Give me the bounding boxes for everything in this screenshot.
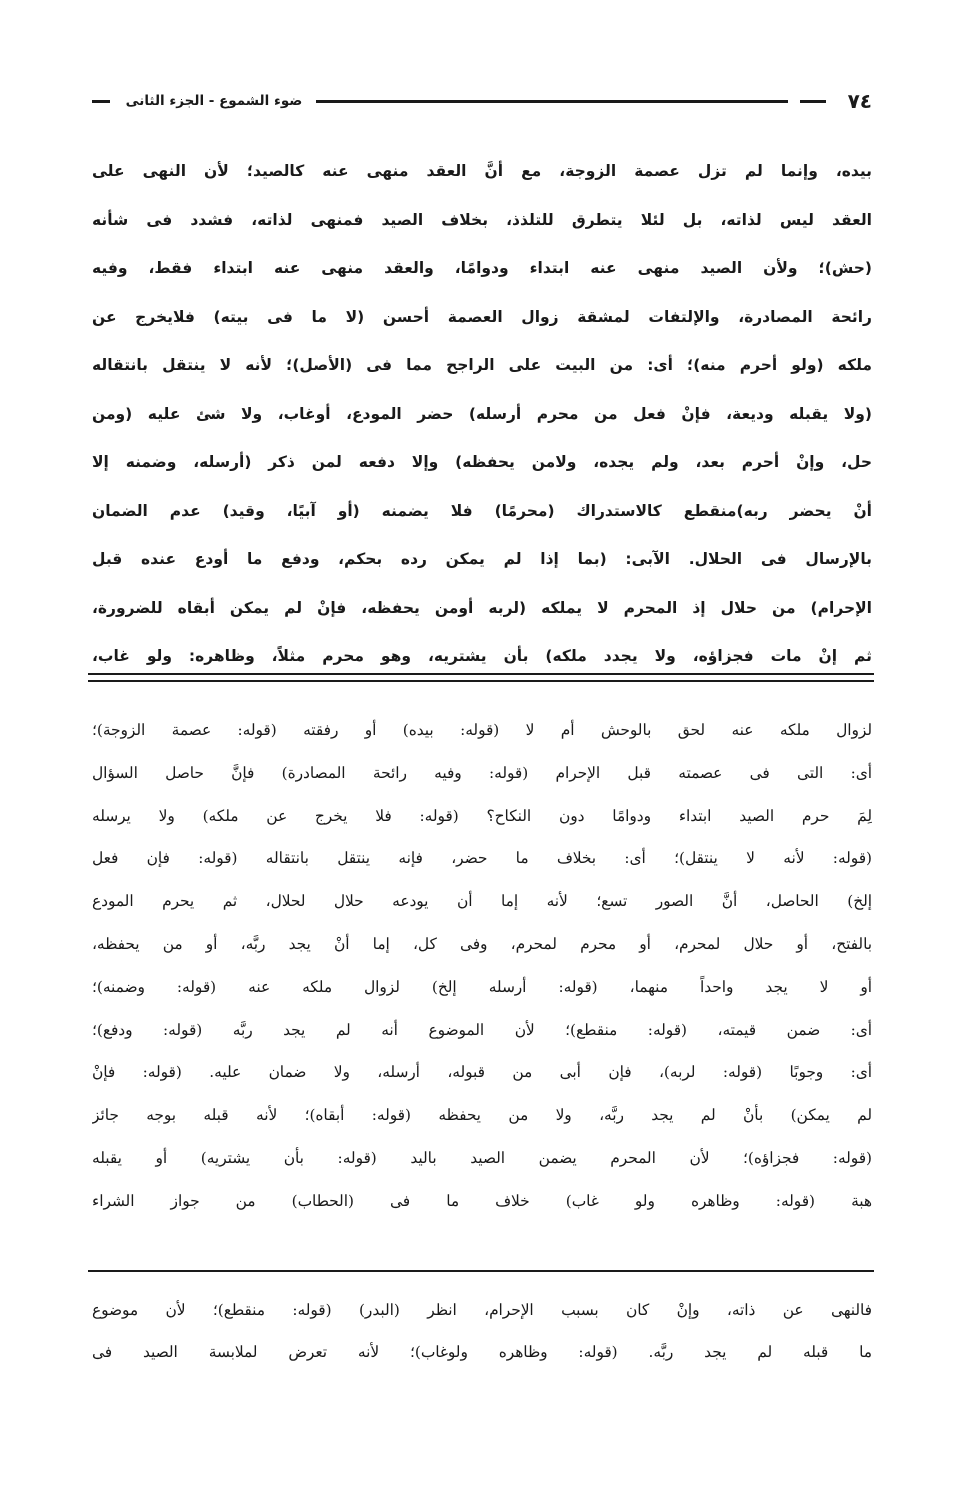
footnote-line: إلخ) الحاصل، أنَّ الصور تسع؛ لأنه إما أن يودعه حلال لحلال، ثم يحرم المودع <box>92 892 872 911</box>
footnote-line: أى: ضمن قيمته، (قوله: منقطع)؛ لأن الموضوع أنه لم يجد ربَّه (قوله: ودفع)؛ <box>92 1020 872 1039</box>
main-text-line: رائحة المصادرة، والإلتفات لمشقة زوال العصمة أحسن (لا ما فى بيته) فلايخرج عن <box>92 307 872 326</box>
main-text-line: ثم إنْ مات فجزاؤه، ولا يجدد ملكه) بأن يشتريه، وهو محرم مثلاً، وظاهره: ولو غاب، <box>92 647 872 665</box>
main-text-line: (حش)؛ ولأن الصيد منهى عنه ابتداء ودوامًا، والعقد منهى عنه ابتداء فقط، وفيه <box>92 259 872 277</box>
footnote-separator-double-bottom <box>88 680 874 682</box>
footnote-line: أو لا يجد واحداً منهما، (قوله: أرسله إلخ) لزوال ملكه عنه (قوله: وضمنه)؛ <box>92 977 872 996</box>
header-dash-right <box>800 100 826 103</box>
footnote-line: أى: وجوبًا (قوله: لربه)، فإن أبى من قبوله، أرسله، ولا ضمان عليه. (قوله: فإنْ <box>92 1063 872 1082</box>
footnote-line: (قوله: فجزاؤه)؛ لأن المحرم يضمن الصيد باليد (قوله: بأن يشتريه) أو يقبله <box>92 1148 872 1167</box>
main-text-line: حل، وإنْ أحرم بعد، ولم يجده، ولامن يحفظه) وإلا دفعه لمن ذكر (أرسله، وضمنه إلا <box>92 453 872 471</box>
main-text-line: الإحرام) من حلال إذ المحرم لا يملكه (لربه أومن يحفظه، فإنْ لم يمكن أبقاه للضرورة، <box>92 598 872 617</box>
main-text-line: العقد ليس لذاته، بل لئلا يتطرق للتلذذ، بخلاف الصيد فمنهى لذاته، فشدد فى شأنه <box>92 210 872 229</box>
main-text-line: بيده، وإنما لم تزل عصمة الزوجة، مع أنَّ العقد منهى عنه كالصيد؛ لأن النهى على <box>92 162 872 180</box>
footnote-line: فالنهى عن ذاته، وإنْ كان بسبب الإحرام، انظر (البدر) (قوله: منقطع)؛ لأن موضوع <box>92 1301 872 1319</box>
footnote-line: لزوال ملكه عنه لحق بالوحش أم لا (قوله: بيده) أو رفقته (قوله: عصمة الزوجة)؛ <box>92 721 872 739</box>
main-text-line: ملكه (ولو أحرم منه)؛ أى: من البيت على الراجح مما فى (الأصل)؛ لأنه لا ينتقل بانتقاله <box>92 356 872 374</box>
main-text-block <box>92 150 872 684</box>
page-number: ٧٤ <box>847 89 872 113</box>
footnote-line: (قوله: لأنه لا ينتقل)؛ أى: بخلاف ما حضر، فإنه ينتقل بانتقاله (قوله: فإن فعل <box>92 849 872 868</box>
footnote-line: لم يمكن) بأنْ لم يجد ربَّه، ولا من يحفظه (قوله: أبقاه)؛ لأنه قبله بوجه جائز <box>92 1106 872 1125</box>
footnote-line: ما قبله لم يجد ربَّه. (قوله: وظاهره ولوغاب)؛ لأنه تعرض لملابسة الصيد فى <box>92 1343 872 1361</box>
header-dash-left <box>92 100 110 103</box>
footnote-block-1 <box>92 711 872 1225</box>
main-text-line: أنْ يحضر ربه)منقطع كالاستدراك (محرمًا) فلا يضمنه (أو آبيًا، وقيد) عدم الضمان <box>92 501 872 520</box>
main-text-line: بالإرسال فى الحلال. الآبى: (بما إذا لم يمكن رده بحكم، ودفع ما أودع عنده قبل <box>92 550 872 568</box>
footnote-line: أى: التى فى عصمته قبل الإحرام (قوله: وفيه رائحة المصادرة) فإنَّ حاصل السؤال <box>92 763 872 782</box>
header-rule <box>316 100 788 103</box>
footnote-separator-single <box>88 1270 874 1272</box>
footnote-line: لِمَ حرم الصيد ابتداء ودوامًا دون النكاح؟ (قوله: فلا يخرج عن ملكه) ولا يرسله <box>92 806 872 825</box>
footnote-block-2 <box>92 1291 872 1375</box>
running-title: ضوء الشموع - الجزء الثانى <box>125 93 303 109</box>
footnote-line: بالفتح، أو حلال لمحرم، أو محرم لمحرم، وفى كل، إما أنْ يجد ربَّه، أو من يحفظه، <box>92 934 872 953</box>
footnote-separator-double-top <box>88 673 874 675</box>
main-text-line: (ولا يقبله وديعة، فإنْ فعل من محرم أرسله) حضر المودع، أوغاب، ولا شئ عليه (ومن <box>92 404 872 423</box>
running-header <box>92 88 872 118</box>
footnote-line: هبة (قوله: وظاهره ولو غاب) خلاف ما فى (الحطاب) من جواز الشراء <box>92 1191 872 1210</box>
